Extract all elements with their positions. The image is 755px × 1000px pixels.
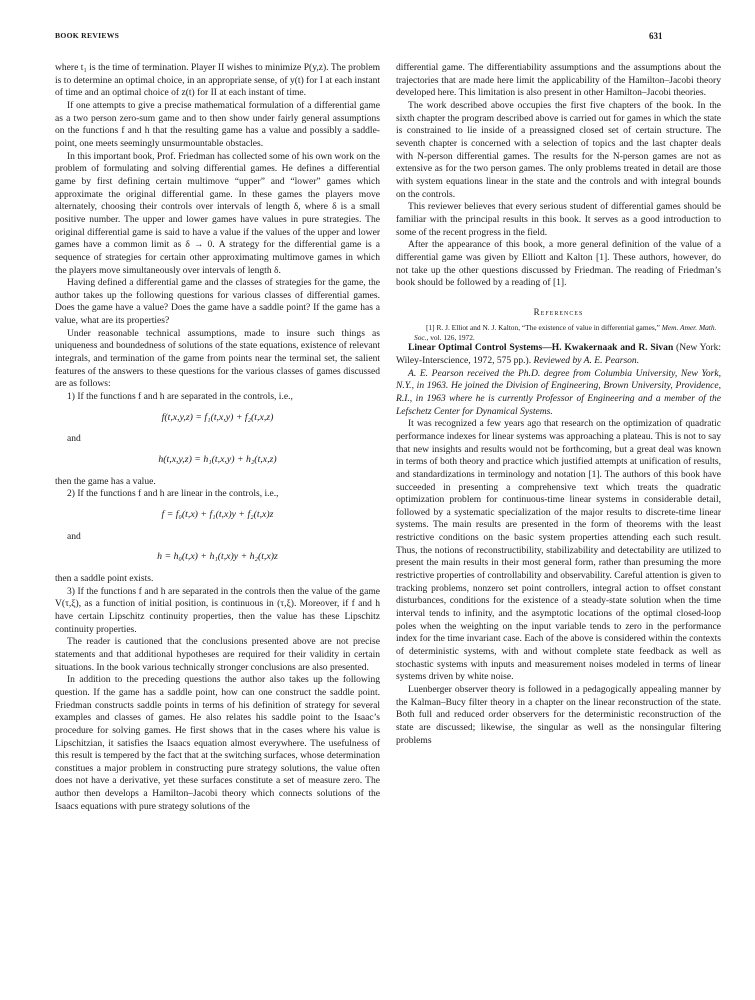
reference-item — [396, 323, 721, 342]
paragraph: Under reasonable technical assumptions, made to insure such things as uniqueness and boundedness of solutions of the state equations, existence of relevant integrals, and termination of the game from points near the terminal set, the salient features of the answers to these questions for the various classes of games discussed are as follows: — [55, 327, 380, 390]
paragraph: The reader is cautioned that the conclusions presented above are not precise statements and that additional hypotheses are required for their validity in certain situations. In the book various technically stronger conclusions are also presented. — [55, 636, 380, 673]
paragraph: This reviewer believes that every serious student of differential games should be familiar with the principal results in this book. It serves as a good introduction to some of the recent progress in the field. — [396, 201, 721, 238]
equation-h-separated: h(t,x,y,z) = h₁(t,x,y) + h₂(t,x,z) — [158, 454, 277, 466]
list-item-1-conclusion: then the game has a value. — [55, 475, 156, 487]
conjunction: and — [67, 530, 81, 542]
references-heading: References — [533, 306, 584, 317]
paragraph: In addition to the preceding questions the author also takes up the following question. If the game has a saddle point, how can one construct the saddle point. Friedman constructs saddle points in terms of his definition of strategy for several examples and classes of games. He also relates his saddle point to the Isaac’s procedure for solving games. He first shows that in the cases where his value is Lipschitzian, it satisfies the Isaacs equation almost everywhere. The usefulness of this result is tempered by the fact that at the switching surfaces, whose determination constitues a major problem in constructing pure strategy solutions, the value often does not have a derivative, yet these surfaces constitute a set of measure zero. The author then develops a Hamilton–Jacobi theory which connects solutions of the Isaacs equations with pure strategy solutions of the — [55, 674, 380, 812]
paragraph: If one attempts to give a precise mathematical formulation of a differential game as a two person zero-sum game and to then show under fairly general assumptions on the functions f and h that the resulting game has a value and possibly a saddle-point, one meets seemingly unsurmountable obstacles. — [55, 99, 380, 149]
review-heading — [396, 342, 721, 367]
book-publication: (New York: Wiley-Interscience, 1972, 575 pp.). — [396, 342, 721, 366]
list-item-2-intro: 2) If the functions f and h are linear in the controls, i.e., — [67, 488, 279, 500]
paragraph: where t₁ is the time of termination. Player II wishes to minimize P(y,z). The problem is to determine an optimal choice, in an appropriate sense, of y(t) for I at each instant of time and an optimal choice of z(t) for II at each instant of time. — [55, 62, 380, 99]
left-column — [55, 62, 380, 813]
reference-journal: Mem. Amer. Math. Soc. — [414, 323, 717, 342]
paragraph: Luenberger observer theory is followed in a pedagogically appealing manner by the Kalman–Bucy filter theory in a chapter on the linear reconstruction of the state. Both full and reduced order observers for the deterministic reconstruction of the state are discussed; likewise, the singular as well as the nonsingular filtering problems — [396, 684, 721, 746]
list-item-3: 3) If the functions f and h are separated in the controls then the value of the game V(τ,ξ), as a function of initial position, is continuous in (τ,ξ). Moreover, if f and h have certain Lipschitz continuity properties, then the value has these Lipschitz continuity properties. — [55, 585, 380, 635]
page-number: 631 — [649, 31, 663, 41]
paragraph: In this important book, Prof. Friedman has collected some of his own work on the problem of formulating and solving differential games. He defines a differential game by first defining certain multimove “upper” and “lower” games which approximate the original differential game. In these games the players move alternately, choosing their controls over intervals of length δ, where δ is a small positive number. The upper and lower games have values in pure strategies. The original differential game is said to have a value if the values of the upper and lower games have a common limit as δ → 0. A strategy for the differential game is a sequence of strategies for certain other approximating multimove games in which the players move simultaneously over intervals of length δ. — [55, 150, 380, 276]
equation-f-separated: f(t,x,y,z) = f₁(t,x,y) + f₂(t,x,z) — [161, 411, 274, 423]
paragraph: The work described above occupies the first five chapters of the book. In the sixth chapter the program described above is carried out for games in which the state is constrained to lie inside of a preassigned closed set of certain structure. The seventh chapter is concerned with a selection of topics and the last chapter deals with N-person differential games. The results for the N-person games are not as extensive as for the two person games. The only problems treated in detail are those with system equations linear in the state and the controls and with integral bounds on the controls. — [396, 99, 721, 200]
list-item-2-conclusion: then a saddle point exists. — [55, 572, 154, 584]
conjunction: and — [67, 433, 81, 445]
paragraph: differential game. The differentiability assumptions and the assumptions about the trajectories that are made here limit the applicability of the Hamilton–Jacobi theory developed here. This limitation is also present in other Hamilton–Jacobi theories. — [396, 62, 721, 99]
equation-h-linear: h = h₀(t,x) + h₁(t,x)y + h₂(t,x)z — [157, 551, 278, 563]
reviewer: Reviewed by A. E. Pearson. — [533, 354, 640, 366]
book-authors: —H. Kwakernaak and R. Sivan — [542, 342, 674, 354]
list-item-1-intro: 1) If the functions f and h are separated in the controls, i.e., — [67, 391, 293, 403]
paragraph: After the appearance of this book, a more general definition of the value of a differential game was given by Elliott and Kalton [1]. These authors, however, do not take up the other questions discussed by Friedman. The reading of Friedman’s book should be followed by a reading of [1]. — [396, 239, 721, 289]
reference-tail: , vol. 126, 1972. — [426, 332, 475, 342]
paragraph: It was recognized a few years ago that research on the optimization of quadratic performance indexes for linear systems was approaching a plateau. This is not to say that new insights and results would not be forthcoming, but a great deal was known in terms of both theory and practice which justified attempts at unification of results, and standardizations in terminology and notation [1]. The authors of this book have succeeded in presenting a comprehensive text which treats the quadratic optimization problem for continuous-time linear systems in considerable detail, followed by a systematic specialization of the major results to discrete-time linear systems. The main results are presented in the form of theorems with the least restrictive conditions on the basic system properties attending each such result. Thus, the notions of reconstructibility, stabilizability and detectability are utilized to present the main results in their most general form, rather than presuming the more restrictive properties of controllability and observability. Careful attention is given to tracking problems, nonzero set point controllers, integral action to offset constant disturbances, conditions for the existence of a steady-state solution when the time interval tends to infinity, and the asymptotic locations of the optimal closed-loop poles when the weighting on the input variable tends to zero in the performance index for the time invariant case. Each of the above is considered within the contexts of deterministic systems, with and without complete state feedback as well as stochastic systems with inputs and measurement noises modeled in terms of linear systems driven by white noise. — [396, 418, 721, 683]
right-column — [396, 62, 721, 747]
book-title: Linear Optimal Control Systems — [408, 342, 543, 354]
equation-f-linear: f = f₀(t,x) + f₁(t,x)y + f₂(t,x)z — [161, 509, 274, 520]
paragraph: Having defined a differential game and the classes of strategies for the game, the author takes up the following questions for various classes of differential games. Does the game have a value? Does the game have a saddle point? If the game has a value, what are its properties? — [55, 277, 380, 327]
reviewer-bio: A. E. Pearson received the Ph.D. degree from Columbia University, New York, N.Y., in 1963. He joined the Division of Engineering, Brown University, Providence, R.I., in 1963 where he is currently Professor of Engineering and a member of the Lefschetz Center for Dynamical Systems. — [396, 367, 721, 417]
reference-label: [1] — [426, 323, 435, 333]
reference-text: R. J. Elliot and N. J. Kalton, “The existence of value in differential games,” — [436, 323, 660, 333]
running-head: BOOK REVIEWS — [55, 31, 120, 40]
